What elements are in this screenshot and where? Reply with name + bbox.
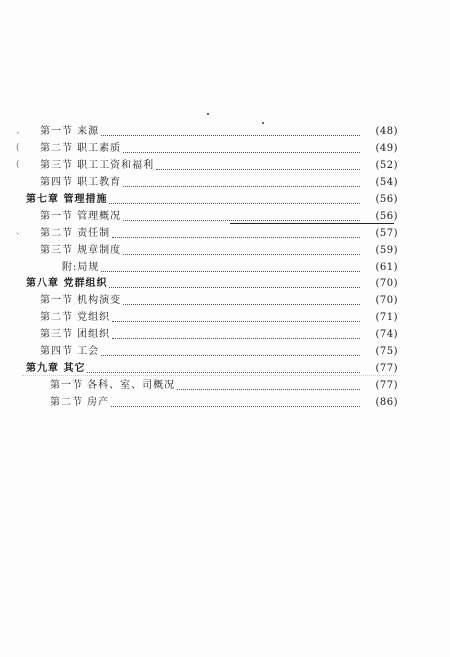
- toc-row[interactable]: [26, 175, 398, 192]
- toc-row-page: (56): [375, 194, 398, 205]
- toc-row-label: 第三节 团组织: [40, 329, 111, 341]
- toc-row-page: (86): [375, 396, 398, 408]
- margin-mark: 、: [16, 126, 26, 136]
- toc-row-label: 附:局规: [62, 261, 100, 273]
- toc-row[interactable]: [26, 293, 398, 310]
- toc-row-page: (75): [375, 346, 398, 358]
- toc-row-page: (71): [375, 312, 398, 324]
- toc-row-label: 第一节 来源: [40, 126, 100, 138]
- toc-row-label: 第一节 管理概况: [40, 210, 122, 222]
- dot-leader: [112, 236, 360, 238]
- margin-mark: (: [16, 159, 20, 170]
- toc-row-label: 第一节 机构演变: [40, 295, 122, 307]
- toc-chapter-label: 第七章 管理措施: [26, 194, 108, 205]
- underline-rule: [230, 223, 394, 224]
- toc-row-page: (48): [375, 126, 398, 138]
- toc-row-label: 第二节 房产: [50, 396, 110, 408]
- dot-leader: [123, 303, 360, 305]
- dot-leader: [112, 337, 360, 339]
- toc-row[interactable]: [16, 225, 398, 242]
- dot-leader: [101, 354, 360, 356]
- dot-leader: [156, 168, 360, 170]
- toc-row-page: (77): [375, 379, 398, 391]
- toc-row-label: 第二节 职工素质: [40, 143, 122, 155]
- toc-row-label: 第三节 职工工资和福利: [40, 160, 155, 172]
- dot-leader: [123, 185, 360, 187]
- toc-chapter-label: 第八章 党群组织: [26, 278, 108, 290]
- toc-row[interactable]: [16, 141, 398, 158]
- dot-leader: [177, 388, 360, 390]
- dot-leader: [109, 202, 360, 204]
- toc-chapter-row[interactable]: [26, 276, 398, 293]
- toc-row-page: (49): [375, 143, 398, 155]
- dot-leader: [109, 286, 360, 288]
- scan-noise-line: [22, 369, 396, 376]
- toc-row-page: (61): [375, 261, 398, 273]
- margin-mark: (: [16, 142, 20, 153]
- toc-row-label: 第二节 责任制: [40, 227, 111, 239]
- toc-row-page: (57): [375, 227, 398, 239]
- toc-row-label: 第四节 职工教育: [40, 177, 122, 189]
- dot-leader: [101, 270, 360, 272]
- dot-leader: [101, 134, 360, 136]
- toc-row-page: (56): [375, 210, 398, 222]
- toc-row[interactable]: [26, 310, 398, 327]
- toc-row-label: 第三节 规章制度: [40, 244, 122, 256]
- margin-mark: 、: [16, 227, 26, 238]
- toc-row-label: 第一节 各科、室、司概况: [50, 379, 176, 391]
- dot-leader: [123, 219, 360, 221]
- toc-row[interactable]: [16, 124, 398, 141]
- dot-leader: [112, 320, 360, 322]
- toc-row[interactable]: [16, 158, 398, 175]
- toc-row-page: (77): [375, 362, 398, 374]
- toc-row-page: (74): [375, 329, 398, 341]
- toc-row[interactable]: [26, 344, 398, 361]
- toc-chapter-label: 第九章 其它: [26, 362, 86, 374]
- dot-leader: [111, 405, 360, 407]
- toc-row-page: (54): [375, 177, 398, 189]
- toc-chapter-row[interactable]: [26, 192, 398, 209]
- toc-row[interactable]: [26, 259, 398, 276]
- toc-row[interactable]: [26, 377, 398, 394]
- toc-row[interactable]: [26, 242, 398, 259]
- toc-row-page: (52): [375, 160, 398, 172]
- toc-row-label: 第四节 工会: [40, 346, 100, 358]
- toc-row-page: (70): [375, 278, 398, 290]
- dot-leader: [123, 151, 360, 153]
- toc-row[interactable]: [26, 394, 398, 411]
- scan-speck: [207, 113, 209, 115]
- toc-row[interactable]: [26, 327, 398, 344]
- dot-leader: [123, 253, 360, 255]
- toc-row-label: 第二节 党组织: [40, 312, 111, 324]
- toc-row-page: (59): [375, 244, 398, 256]
- toc-row-page: (70): [375, 295, 398, 307]
